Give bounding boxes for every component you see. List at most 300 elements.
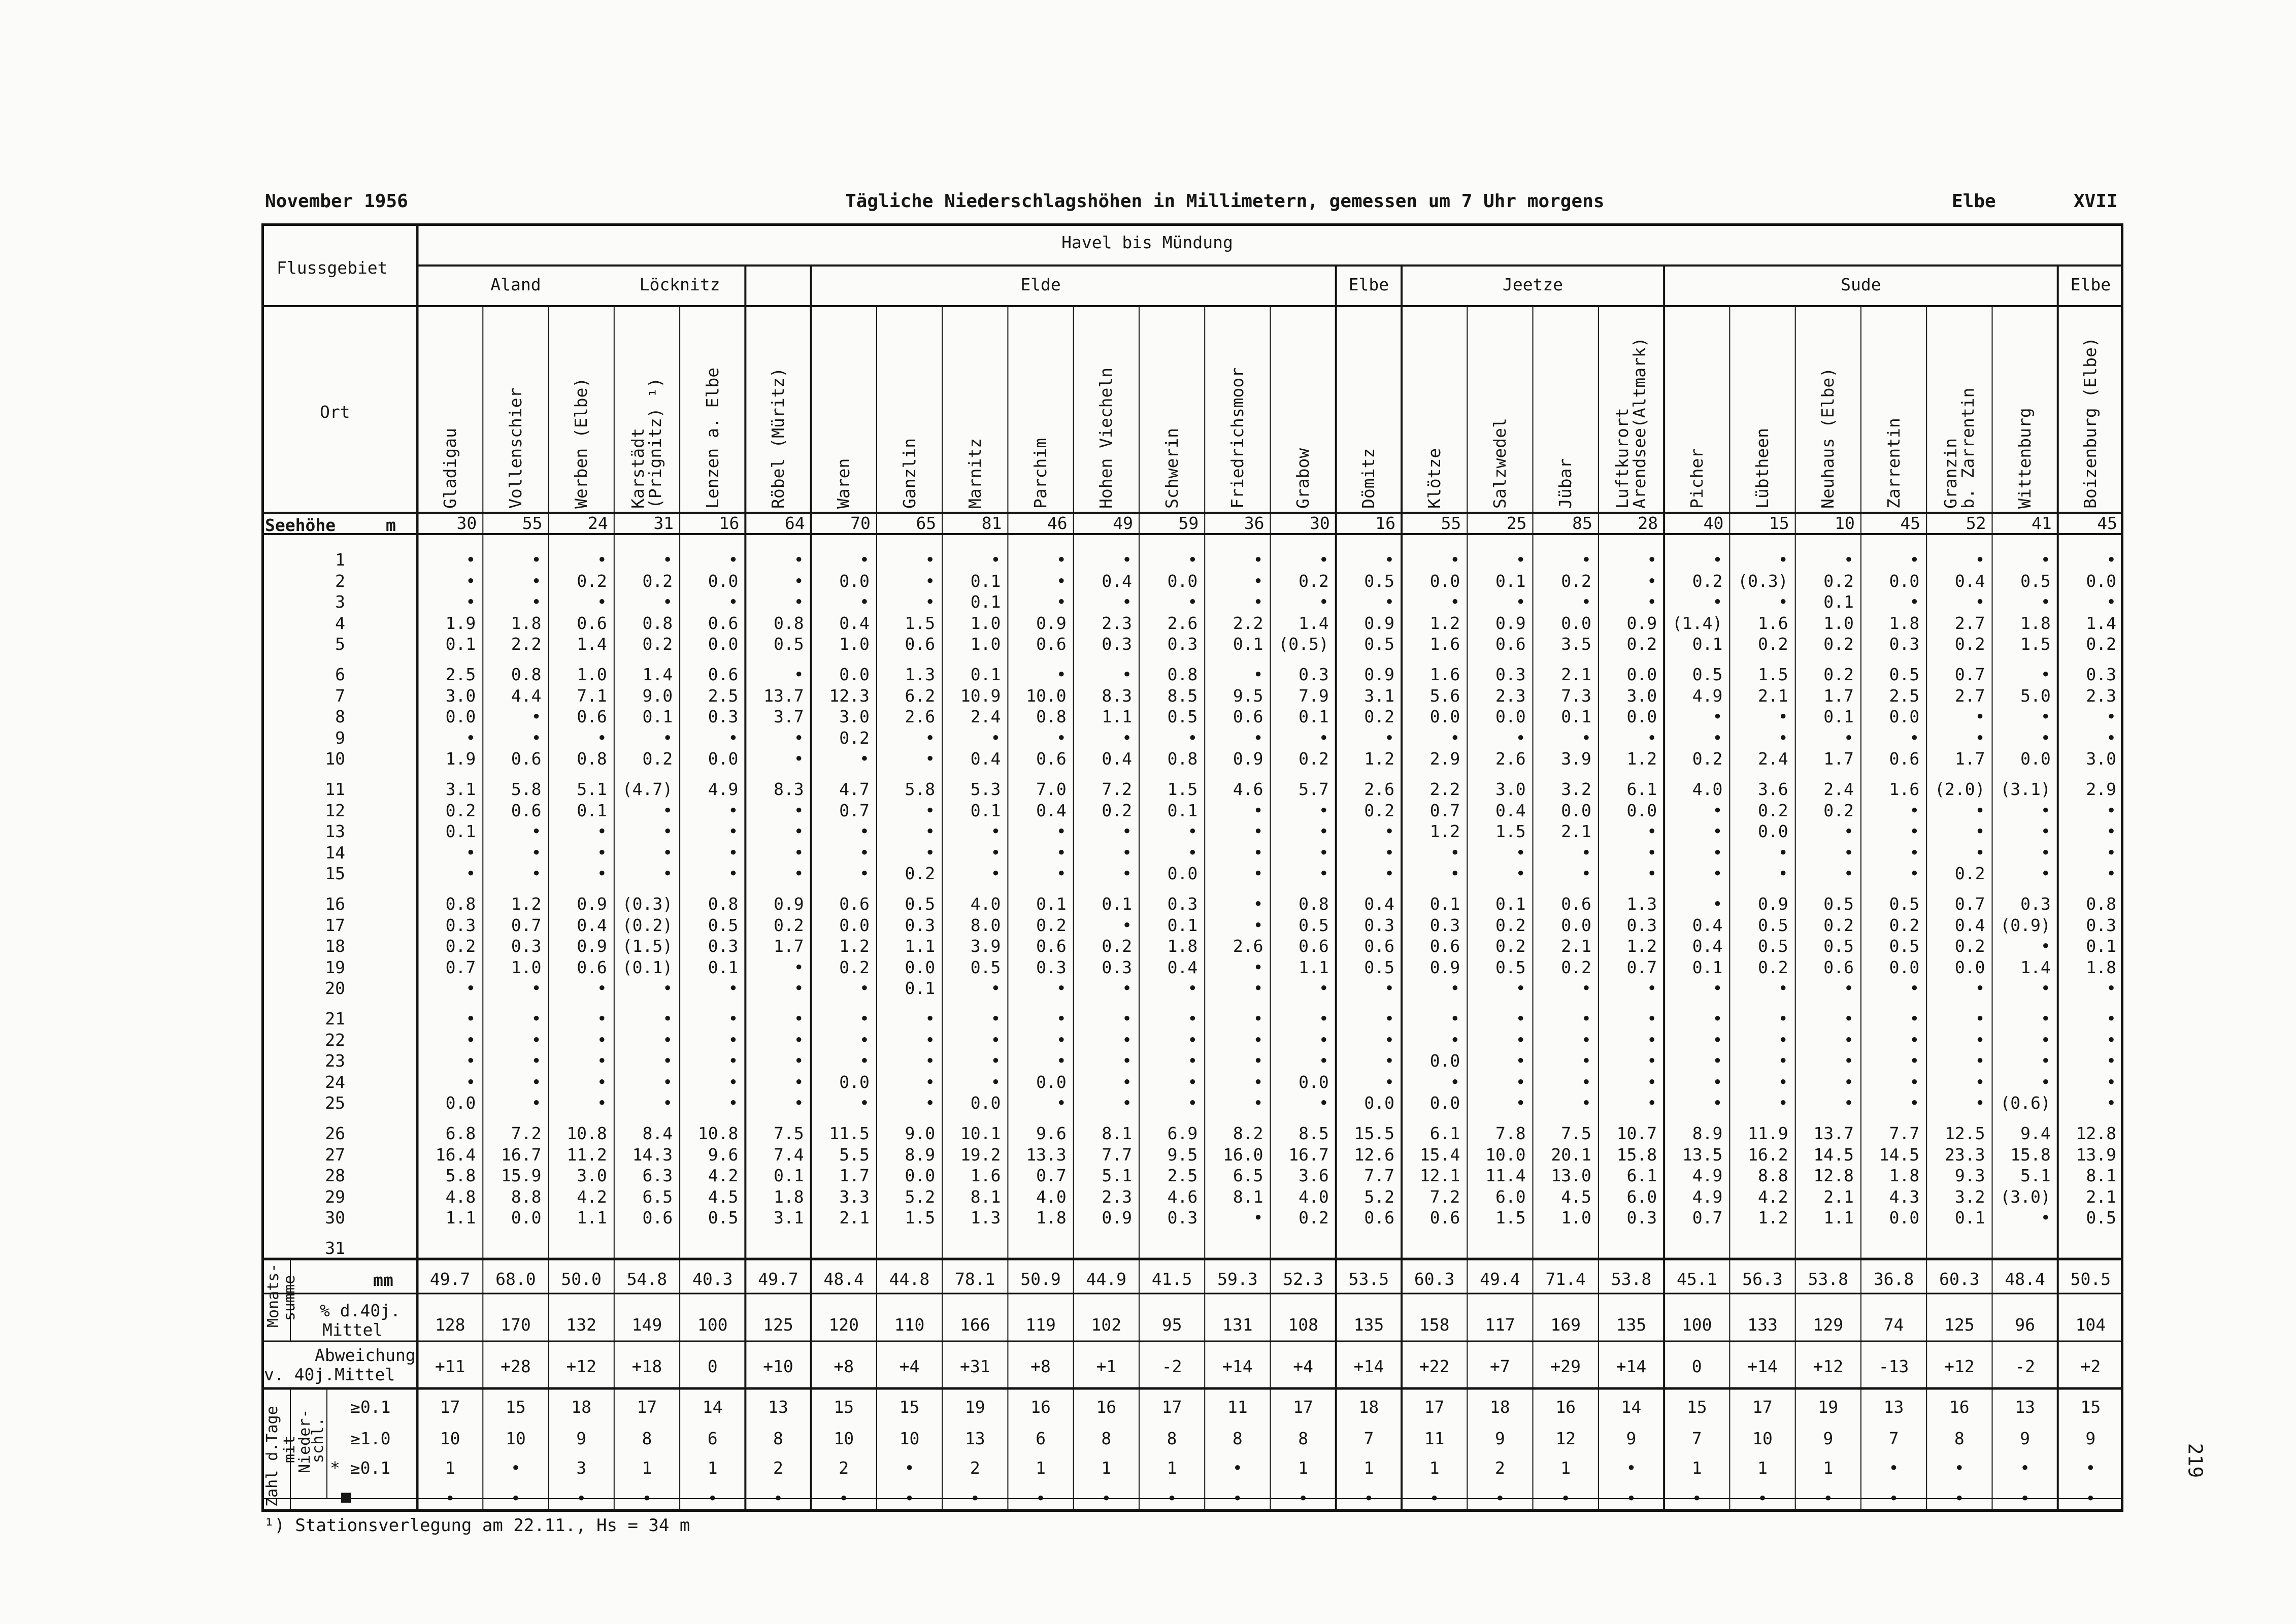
day-value: • bbox=[1253, 1093, 1263, 1113]
station-name: Boizenburg (Elbe) bbox=[2080, 337, 2101, 509]
day-value: 0.9 bbox=[1429, 957, 1460, 977]
day-value: • bbox=[1187, 1009, 1198, 1029]
day-value: 7.5 bbox=[774, 1123, 804, 1143]
day-value: • bbox=[1844, 1093, 1854, 1113]
station-altitude: 40 bbox=[1703, 513, 1724, 533]
summary-mm: 45.1 bbox=[1677, 1269, 1717, 1289]
summary-sq: • bbox=[1036, 1488, 1046, 1508]
day-value: 0.0 bbox=[905, 957, 936, 977]
day-value: 0.9 bbox=[577, 936, 607, 956]
day-value: • bbox=[990, 550, 1001, 570]
flussgebiet-label: Flussgebiet bbox=[277, 258, 388, 278]
summary-abw: +2 bbox=[2080, 1356, 2101, 1376]
abw-label-2: v. 40j.Mittel bbox=[264, 1365, 395, 1384]
day-value: 0.1 bbox=[1823, 707, 1854, 727]
day-value: 0.3 bbox=[1364, 915, 1395, 935]
day-value: 0.1 bbox=[1036, 894, 1067, 914]
summary-snow: • bbox=[1626, 1458, 1637, 1478]
day-value: • bbox=[1909, 1030, 1920, 1050]
day-label: 7 bbox=[335, 685, 345, 706]
day-value: 13.5 bbox=[1682, 1144, 1723, 1165]
day-value: • bbox=[1253, 894, 1263, 914]
day-value: • bbox=[1056, 727, 1067, 748]
day-value: 0.6 bbox=[577, 957, 607, 977]
day-value: 4.4 bbox=[511, 685, 542, 706]
day-value: 0.0 bbox=[1758, 821, 1788, 842]
summary-ge01: 18 bbox=[1490, 1397, 1510, 1417]
day-value: 3.0 bbox=[839, 707, 870, 727]
day-label: 19 bbox=[325, 957, 345, 977]
day-value: 0.7 bbox=[445, 957, 476, 977]
summary-abw: +8 bbox=[1030, 1356, 1051, 1376]
day-value: 3.0 bbox=[1495, 779, 1526, 799]
summary-snow: 1 bbox=[642, 1458, 652, 1478]
summary-sq: • bbox=[1494, 1488, 1505, 1508]
day-value: 0.3 bbox=[1626, 915, 1657, 935]
day-value: 0.9 bbox=[1233, 749, 1263, 769]
day-value: • bbox=[662, 550, 673, 570]
day-value: 5.6 bbox=[1429, 685, 1460, 706]
day-value: 16.7 bbox=[1288, 1144, 1329, 1165]
day-value: • bbox=[1318, 727, 1329, 748]
day-value: 0.9 bbox=[774, 894, 804, 914]
day-value: 7.4 bbox=[774, 1144, 804, 1165]
station-name: Klötze bbox=[1424, 448, 1444, 509]
day-value: 4.5 bbox=[1561, 1186, 1591, 1207]
day-label: 29 bbox=[325, 1186, 345, 1207]
summary-abw: -13 bbox=[1878, 1356, 1909, 1376]
day-value: 0.0 bbox=[1167, 864, 1198, 884]
day-value: • bbox=[1187, 1051, 1198, 1071]
summary-mm: 50.9 bbox=[1020, 1269, 1061, 1289]
snow-label: * ≥0.1 bbox=[330, 1458, 391, 1478]
station-altitude: 45 bbox=[2097, 513, 2117, 533]
day-value: • bbox=[1253, 1072, 1263, 1092]
day-label: 14 bbox=[325, 842, 345, 863]
day-value: • bbox=[1712, 1009, 1723, 1029]
day-value: • bbox=[1712, 592, 1723, 612]
day-value: • bbox=[596, 1072, 607, 1092]
day-value: • bbox=[1909, 1093, 1920, 1113]
day-value: 6.0 bbox=[1495, 1186, 1526, 1207]
day-value: 6.1 bbox=[1626, 1166, 1657, 1186]
day-value: 2.2 bbox=[1429, 779, 1460, 799]
day-value: • bbox=[793, 665, 804, 684]
ort-label: Ort bbox=[320, 402, 350, 422]
summary-mm: 36.8 bbox=[1873, 1269, 1914, 1289]
summary-pct: 129 bbox=[1813, 1315, 1844, 1335]
station-altitude: 16 bbox=[719, 513, 740, 533]
summary-ge10: 8 bbox=[1232, 1429, 1243, 1448]
day-value: • bbox=[1515, 864, 1526, 884]
day-value: 0.3 bbox=[1036, 957, 1067, 977]
day-value: 8.3 bbox=[774, 779, 804, 799]
day-value: (0.3) bbox=[1738, 571, 1788, 591]
day-value: 0.7 bbox=[1692, 1208, 1723, 1228]
day-value: • bbox=[1975, 800, 1985, 820]
day-value: • bbox=[2040, 842, 2051, 863]
day-value: • bbox=[1253, 1208, 1263, 1228]
day-value: 1.6 bbox=[970, 1166, 1001, 1186]
header-title: Tägliche Niederschlagshöhen in Millimetern, gemessen um 7 Uhr morgens bbox=[845, 191, 1605, 212]
header-date: November 1956 bbox=[265, 191, 408, 212]
summary-ge10: 8 bbox=[1298, 1429, 1309, 1448]
day-value: 0.0 bbox=[445, 1093, 476, 1113]
day-value: 2.3 bbox=[1102, 1186, 1132, 1207]
summary-pct: 135 bbox=[1616, 1315, 1647, 1335]
day-value: 10.8 bbox=[567, 1123, 607, 1143]
summary-pct: 104 bbox=[2075, 1315, 2106, 1335]
day-value: • bbox=[793, 842, 804, 863]
day-value: • bbox=[1581, 864, 1591, 884]
day-value: • bbox=[1909, 1051, 1920, 1071]
day-value: 2.1 bbox=[2086, 1186, 2116, 1207]
summary-ge10: 11 bbox=[1424, 1429, 1445, 1448]
day-value: 14.3 bbox=[632, 1144, 673, 1165]
day-value: 12.6 bbox=[1354, 1144, 1395, 1165]
day-value: • bbox=[1450, 842, 1460, 863]
day-value: 7.8 bbox=[1495, 1123, 1526, 1143]
station-altitude: 25 bbox=[1506, 513, 1527, 533]
day-value: 0.1 bbox=[642, 707, 673, 727]
day-value: • bbox=[1712, 978, 1723, 999]
day-value: • bbox=[1975, 978, 1985, 999]
day-value: • bbox=[1909, 1009, 1920, 1029]
day-value: • bbox=[596, 727, 607, 748]
day-value: • bbox=[1253, 571, 1263, 591]
day-value: 6.1 bbox=[1429, 1123, 1460, 1143]
summary-snow: 2 bbox=[773, 1458, 783, 1478]
day-value: 0.2 bbox=[642, 634, 673, 654]
station-altitude: 31 bbox=[653, 513, 674, 533]
day-value: • bbox=[1384, 978, 1395, 999]
day-value: 10.0 bbox=[1485, 1144, 1526, 1165]
summary-ge01: 15 bbox=[506, 1397, 526, 1417]
day-value: • bbox=[465, 1072, 476, 1092]
day-value: 0.2 bbox=[1561, 957, 1591, 977]
day-label: 3 bbox=[335, 592, 345, 612]
day-value: 0.0 bbox=[1626, 707, 1657, 727]
day-value: 7.2 bbox=[511, 1123, 542, 1143]
group-2: Löcknitz bbox=[639, 275, 720, 294]
day-value: 2.6 bbox=[905, 707, 936, 727]
day-value: • bbox=[793, 592, 804, 612]
day-label: 30 bbox=[325, 1208, 345, 1228]
day-value: • bbox=[1712, 842, 1723, 863]
summary-pct: 120 bbox=[828, 1315, 859, 1335]
summary-ge10: 12 bbox=[1555, 1429, 1576, 1448]
summary-mm: 49.7 bbox=[758, 1269, 798, 1289]
summary-ge10: 10 bbox=[506, 1429, 526, 1448]
day-value: • bbox=[859, 1009, 870, 1029]
day-value: • bbox=[793, 978, 804, 999]
summary-sq: • bbox=[1560, 1488, 1571, 1508]
day-value: • bbox=[1253, 800, 1263, 820]
day-value: 0.3 bbox=[511, 936, 542, 956]
day-value: • bbox=[925, 842, 936, 863]
day-value: • bbox=[1384, 592, 1395, 612]
summary-mm: 50.5 bbox=[2070, 1269, 2111, 1289]
day-value: 0.0 bbox=[1429, 1093, 1460, 1113]
day-value: 12.8 bbox=[1813, 1166, 1854, 1186]
day-value: 0.2 bbox=[1954, 864, 1985, 884]
day-value: 0.0 bbox=[1889, 1208, 1920, 1228]
day-value: 0.2 bbox=[642, 571, 673, 591]
day-label: 20 bbox=[325, 978, 345, 999]
summary-abw: +12 bbox=[566, 1356, 596, 1376]
summary-snow: • bbox=[2020, 1458, 2031, 1478]
day-value: 15.9 bbox=[501, 1166, 542, 1186]
day-value: 4.2 bbox=[577, 1186, 607, 1207]
summary-pct: 158 bbox=[1419, 1315, 1450, 1335]
day-value: • bbox=[1581, 978, 1591, 999]
summary-snow: 1 bbox=[1167, 1458, 1177, 1478]
day-label: 31 bbox=[325, 1238, 345, 1258]
summary-ge01: 13 bbox=[1883, 1397, 1904, 1417]
day-value: 1.8 bbox=[1889, 613, 1920, 633]
day-value: • bbox=[1712, 707, 1723, 727]
station-name: Neuhaus (Elbe) bbox=[1818, 367, 1838, 509]
summary-sq: • bbox=[1298, 1488, 1309, 1508]
day-value: • bbox=[1450, 1009, 1460, 1029]
summary-ge01: 15 bbox=[834, 1397, 854, 1417]
day-value: (3.1) bbox=[2000, 779, 2051, 799]
day-value: • bbox=[1712, 1030, 1723, 1050]
day-value: 0.4 bbox=[1102, 749, 1132, 769]
day-value: • bbox=[2040, 936, 2051, 956]
day-value: 1.0 bbox=[511, 957, 542, 977]
day-value: 0.2 bbox=[1758, 634, 1788, 654]
day-value: 6.0 bbox=[1626, 1186, 1657, 1207]
summary-sq: • bbox=[576, 1488, 587, 1508]
day-value: • bbox=[1778, 842, 1788, 863]
day-value: • bbox=[990, 842, 1001, 863]
day-value: 16.2 bbox=[1748, 1144, 1788, 1165]
day-value: 0.6 bbox=[1364, 936, 1395, 956]
day-value: (4.7) bbox=[622, 779, 673, 799]
day-value: 0.8 bbox=[577, 749, 607, 769]
day-value: 0.2 bbox=[1102, 936, 1132, 956]
day-value: • bbox=[1187, 978, 1198, 999]
station-altitude: 81 bbox=[981, 513, 1002, 533]
day-value: 0.5 bbox=[1692, 665, 1723, 684]
day-value: 1.5 bbox=[905, 613, 936, 633]
day-value: 0.2 bbox=[1758, 800, 1788, 820]
day-value: • bbox=[531, 1030, 542, 1050]
day-value: 10.9 bbox=[960, 685, 1001, 706]
day-value: 1.0 bbox=[839, 634, 870, 654]
summary-ge01: 16 bbox=[1949, 1397, 1970, 1417]
day-value: 0.8 bbox=[1036, 707, 1067, 727]
page-number: 219 bbox=[2184, 1443, 2207, 1478]
summary-pct: 132 bbox=[566, 1315, 596, 1335]
group-3: Elde bbox=[1020, 275, 1061, 294]
day-value: • bbox=[2040, 1051, 2051, 1071]
day-value: 10.7 bbox=[1616, 1123, 1657, 1143]
day-value: 12.3 bbox=[829, 685, 870, 706]
day-value: (3.0) bbox=[2000, 1186, 2051, 1207]
summary-ge10: 13 bbox=[964, 1429, 985, 1448]
summary-pct: 131 bbox=[1222, 1315, 1253, 1335]
day-value: 0.3 bbox=[1167, 634, 1198, 654]
summary-pct: 125 bbox=[763, 1315, 793, 1335]
summary-snow: 1 bbox=[707, 1458, 718, 1478]
day-label: 16 bbox=[325, 894, 345, 914]
day-value: 16.4 bbox=[435, 1144, 476, 1165]
day-value: • bbox=[531, 1009, 542, 1029]
day-value: 2.5 bbox=[1889, 685, 1920, 706]
day-value: 0.3 bbox=[445, 915, 476, 935]
day-value: 6.1 bbox=[1626, 779, 1657, 799]
day-value: 7.1 bbox=[577, 685, 607, 706]
day-value: • bbox=[2040, 864, 2051, 884]
day-value: 0.1 bbox=[970, 665, 1001, 684]
day-value: • bbox=[1450, 978, 1460, 999]
station-altitude: 52 bbox=[1966, 513, 1986, 533]
day-value: • bbox=[465, 550, 476, 570]
summary-pct: 100 bbox=[697, 1315, 728, 1335]
summary-pct: 95 bbox=[1161, 1315, 1182, 1335]
day-value: • bbox=[2106, 592, 2116, 612]
summary-ge10: 9 bbox=[2085, 1429, 2096, 1448]
summary-sq: • bbox=[1101, 1488, 1112, 1508]
day-value: 10.0 bbox=[1026, 685, 1067, 706]
summary-ge10: 8 bbox=[642, 1429, 652, 1448]
day-value: • bbox=[1187, 1093, 1198, 1113]
day-value: • bbox=[1122, 1009, 1132, 1029]
day-value: • bbox=[1581, 1009, 1591, 1029]
day-value: 0.0 bbox=[2020, 749, 2051, 769]
day-value: • bbox=[925, 1009, 936, 1029]
day-value: 0.5 bbox=[1364, 634, 1395, 654]
station-altitude: 45 bbox=[1900, 513, 1921, 533]
summary-sq: • bbox=[1691, 1488, 1702, 1508]
day-value: • bbox=[728, 1030, 739, 1050]
station-name: Jübar bbox=[1555, 458, 1576, 509]
day-value: 0.2 bbox=[1299, 571, 1329, 591]
summary-snow: 1 bbox=[1101, 1458, 1112, 1478]
summary-sq: • bbox=[1167, 1488, 1177, 1508]
day-value: • bbox=[925, 1072, 936, 1092]
day-value: 0.1 bbox=[445, 821, 476, 842]
day-value: 0.4 bbox=[1954, 571, 1985, 591]
day-value: 0.9 bbox=[1364, 613, 1395, 633]
day-value: 0.8 bbox=[2086, 894, 2116, 914]
day-value: 0.0 bbox=[708, 634, 739, 654]
day-value: • bbox=[1450, 550, 1460, 570]
day-value: 0.0 bbox=[1561, 613, 1591, 633]
day-value: • bbox=[596, 1030, 607, 1050]
day-value: 0.0 bbox=[708, 749, 739, 769]
station-altitude: 30 bbox=[1310, 513, 1330, 533]
day-value: • bbox=[859, 978, 870, 999]
day-value: • bbox=[2040, 1030, 2051, 1050]
day-value: • bbox=[1647, 571, 1657, 591]
day-value: • bbox=[1909, 842, 1920, 863]
summary-mm: 60.3 bbox=[1939, 1269, 1980, 1289]
day-value: • bbox=[1515, 1093, 1526, 1113]
day-value: 2.9 bbox=[2086, 779, 2116, 799]
day-value: 0.5 bbox=[1889, 894, 1920, 914]
day-value: 0.6 bbox=[1429, 1208, 1460, 1228]
station-altitude: 55 bbox=[1441, 513, 1461, 533]
summary-sq: • bbox=[839, 1488, 849, 1508]
day-value: 5.1 bbox=[2020, 1166, 2051, 1186]
summary-snow: • bbox=[1954, 1458, 1965, 1478]
day-value: 0.2 bbox=[1299, 1208, 1329, 1228]
day-value: • bbox=[1515, 727, 1526, 748]
day-value: 9.5 bbox=[1233, 685, 1263, 706]
group-7: Elbe bbox=[2070, 275, 2111, 294]
day-value: • bbox=[1581, 550, 1591, 570]
day-value: 1.1 bbox=[1102, 707, 1132, 727]
day-value: • bbox=[990, 1009, 1001, 1029]
day-value: 0.1 bbox=[1233, 634, 1263, 654]
day-value: • bbox=[662, 727, 673, 748]
day-value: 0.0 bbox=[2086, 571, 2116, 591]
day-value: 0.3 bbox=[1167, 894, 1198, 914]
day-value: 7.7 bbox=[1102, 1144, 1132, 1165]
day-value: 0.4 bbox=[839, 613, 870, 633]
day-value: 7.2 bbox=[1102, 779, 1132, 799]
day-value: • bbox=[2040, 1208, 2051, 1228]
summary-abw: +4 bbox=[899, 1356, 920, 1376]
day-value: • bbox=[2106, 1051, 2116, 1071]
day-value: 4.0 bbox=[1692, 779, 1723, 799]
day-label: 15 bbox=[325, 864, 345, 884]
day-value: 1.1 bbox=[445, 1208, 476, 1228]
day-value: 3.0 bbox=[445, 685, 476, 706]
day-value: 0.3 bbox=[2086, 915, 2116, 935]
station-altitude: 59 bbox=[1178, 513, 1199, 533]
station-name: Vollenschier bbox=[505, 387, 525, 509]
day-value: • bbox=[1909, 1072, 1920, 1092]
day-value: 5.8 bbox=[511, 779, 542, 799]
day-value: 2.4 bbox=[1758, 749, 1788, 769]
station-altitude: 24 bbox=[588, 513, 608, 533]
day-value: 15.8 bbox=[2010, 1144, 2051, 1165]
day-value: 0.6 bbox=[642, 1208, 673, 1228]
day-value: 3.2 bbox=[1954, 1186, 1985, 1207]
day-value: 0.3 bbox=[1626, 1208, 1657, 1228]
summary-mm: 59.3 bbox=[1217, 1269, 1258, 1289]
day-value: 2.1 bbox=[1561, 821, 1591, 842]
day-value: • bbox=[1253, 821, 1263, 842]
day-value: 2.4 bbox=[970, 707, 1001, 727]
summary-ge01: 17 bbox=[1752, 1397, 1773, 1417]
day-value: 0.4 bbox=[970, 749, 1001, 769]
day-value: • bbox=[2040, 800, 2051, 820]
station-name: Schwerin bbox=[1161, 428, 1182, 509]
day-value: 0.0 bbox=[1626, 800, 1657, 820]
day-value: • bbox=[1253, 1030, 1263, 1050]
day-value: 1.1 bbox=[1823, 1208, 1854, 1228]
day-value: 0.1 bbox=[1429, 894, 1460, 914]
summary-abw: +7 bbox=[1490, 1356, 1510, 1376]
summary-snow: 2 bbox=[839, 1458, 849, 1478]
day-value: 8.4 bbox=[642, 1123, 673, 1143]
station-altitude: 15 bbox=[1769, 513, 1789, 533]
day-value: 0.6 bbox=[1561, 894, 1591, 914]
day-value: 12.1 bbox=[1419, 1166, 1460, 1186]
summary-snow: • bbox=[1232, 1458, 1243, 1478]
summary-sq: • bbox=[1626, 1488, 1637, 1508]
day-value: • bbox=[2106, 864, 2116, 884]
day-value: • bbox=[1975, 842, 1985, 863]
summary-abw: +14 bbox=[1353, 1356, 1384, 1376]
day-value: • bbox=[1056, 1051, 1067, 1071]
day-value: 0.3 bbox=[1167, 1208, 1198, 1228]
